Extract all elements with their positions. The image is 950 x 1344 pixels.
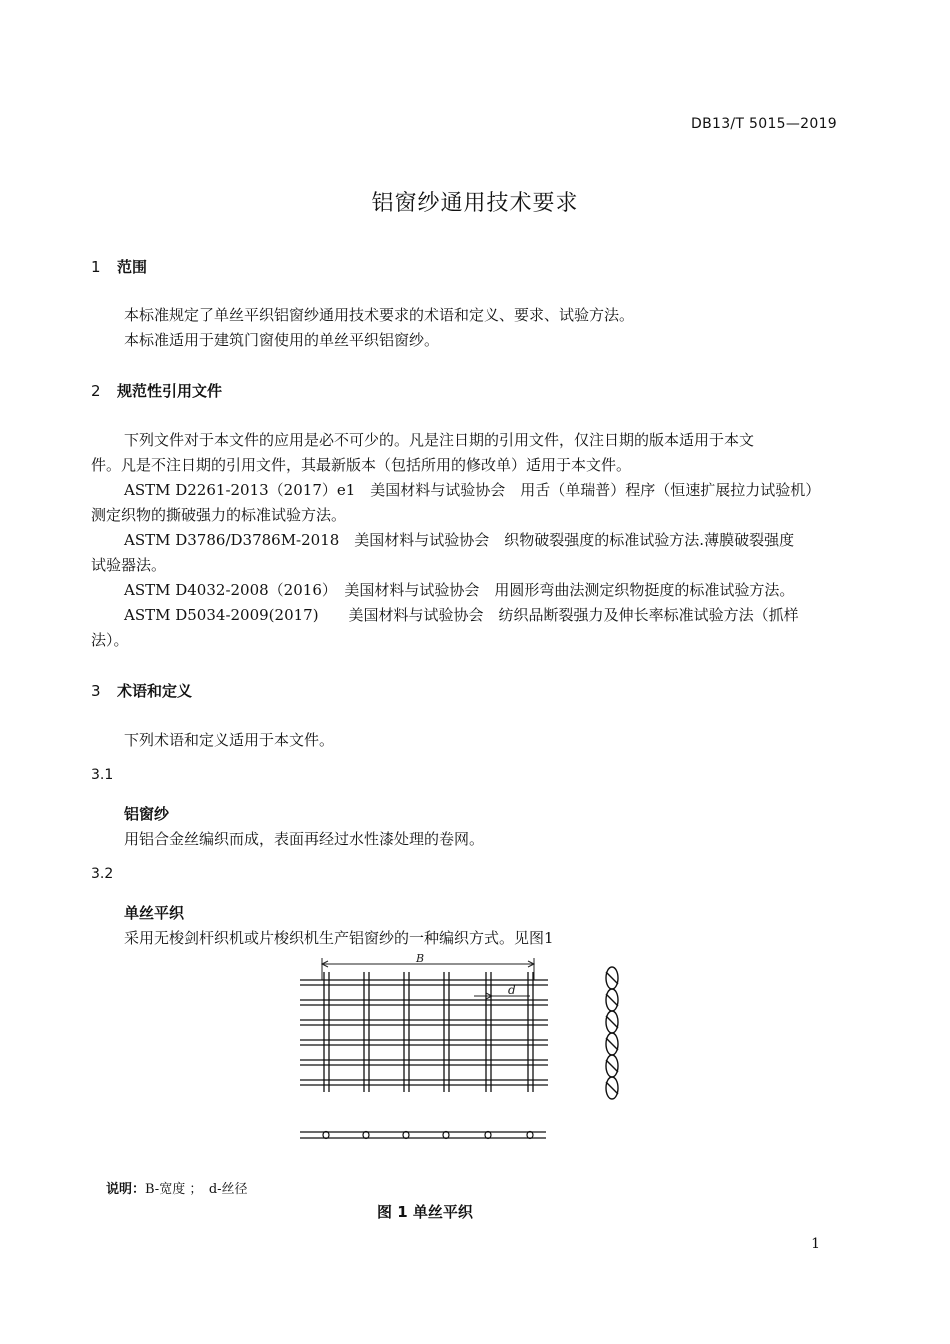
- twist-strand: [606, 1016, 618, 1028]
- document-code: DB13/T 5015—2019: [691, 116, 837, 132]
- figure-note: [106, 1178, 248, 1197]
- section-2-heading: [91, 380, 222, 401]
- reference-2-line-1: ASTM D3786/D3786M-2018 美国材料与试验协会 织物破裂强度的标准试验方法.薄膜破裂强度: [124, 531, 795, 549]
- twist-strand: [606, 1038, 618, 1050]
- section-2-intro-line-2: 件。凡是不注日期的引用文件，其最新版本（包括所用的修改单）适用于本文件。: [91, 456, 632, 474]
- weave-side-view: [606, 967, 618, 1099]
- section-3-number: 3: [91, 682, 101, 700]
- section-1-title: 范围: [117, 258, 148, 276]
- reference-3-line-1: ASTM D4032-2008（2016） 美国材料与试验协会 用圆形弯曲法测定织物挺度的标准试验方法。: [124, 581, 795, 599]
- reference-1-line-2: 测定织物的撕破强力的标准试验方法。: [91, 506, 347, 524]
- reference-1-line-1: ASTM D2261-2013（2017）e1 美国材料与试验协会 用舌（单瑞普）程序（恒速扩展拉力试验机）: [124, 481, 821, 499]
- twist-strand: [606, 972, 618, 984]
- section-3-heading: [91, 680, 192, 701]
- twist-strand: [606, 1082, 618, 1094]
- term-3-2-definition: 采用无梭剑杆织机或片梭织机生产铝窗纱的一种编织方式。见图1: [124, 929, 554, 947]
- figure-note-label: 说明：: [106, 1182, 146, 1197]
- section-2-intro-line-1: 下列文件对于本文件的应用是必不可少的。凡是注日期的引用文件，仅注日期的版本适用于本文: [124, 431, 755, 449]
- term-3-2-name: 单丝平织: [124, 904, 185, 922]
- term-3-1-definition: 用铝合金丝编织而成，表面再经过水性漆处理的卷网。: [124, 830, 485, 848]
- section-1-heading: [91, 256, 147, 277]
- section-1-paragraph-2: 本标准适用于建筑门窗使用的单丝平织铝窗纱。: [124, 331, 440, 349]
- section-3-title: 术语和定义: [117, 682, 193, 700]
- section-2-number: 2: [91, 382, 101, 400]
- section-1-number: 1: [91, 258, 101, 276]
- page-number: 1: [811, 1236, 820, 1252]
- term-3-2-number: 3.2: [91, 866, 114, 882]
- reference-4-line-2: 法）。: [91, 631, 129, 649]
- reference-4-line-1: ASTM D5034-2009(2017) 美国材料与试验协会 纺织品断裂强力及伸长率标准试验方法（抓样: [124, 606, 799, 624]
- reference-2-line-2: 试验器法。: [91, 556, 167, 574]
- section-3-intro: 下列术语和定义适用于本文件。: [124, 731, 335, 749]
- figure-note-text: B-宽度 ； d-丝径: [145, 1182, 248, 1197]
- term-3-1-name: 铝窗纱: [124, 805, 170, 823]
- term-3-1-number: 3.1: [91, 767, 114, 783]
- figure-caption: 图 1 单丝平织: [377, 1203, 473, 1221]
- label-d: d: [508, 983, 516, 997]
- section-2-title: 规范性引用文件: [117, 382, 223, 400]
- label-b: B: [416, 952, 425, 965]
- page-title: 铝窗纱通用技术要求: [371, 191, 579, 216]
- weave-cross-section: [300, 1132, 546, 1139]
- plain-weave-diagram: [296, 950, 656, 1150]
- twist-strand: [606, 994, 618, 1006]
- twist-strand: [606, 1060, 618, 1072]
- section-1-paragraph-1: 本标准规定了单丝平织铝窗纱通用技术要求的术语和定义、要求、试验方法。: [124, 306, 635, 324]
